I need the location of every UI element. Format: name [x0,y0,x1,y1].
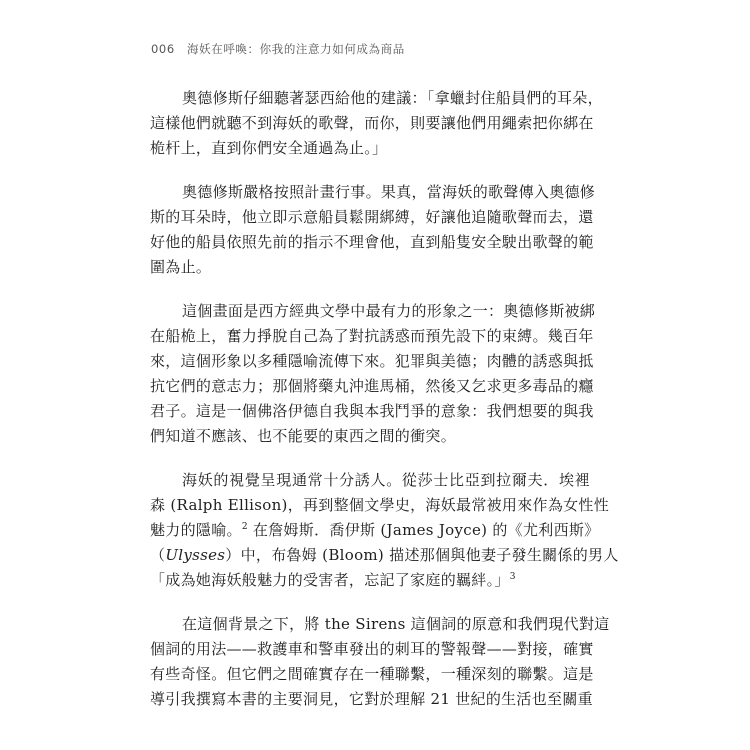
text-line: 圍為止。 [150,258,212,276]
text-line: 抗它們的意志力；那個將藥丸沖進馬桶，然後又乞求更多毒品的癮 [150,377,594,395]
text-line: 好他的船員依照先前的指示不理會他，直到船隻安全駛出歌聲的範 [150,233,594,251]
running-header [151,41,405,57]
text-line [150,518,600,543]
paragraph [150,86,603,161]
running-title: 海妖在呼喚：你我的注意力如何成為商品 [187,42,405,56]
paragraph [150,612,610,712]
footnote-marker: 2 [241,522,248,532]
text-line: 在船桅上，奮力掙脫自己為了對抗誘惑而預先設下的束縛。幾百年 [150,327,594,345]
text-line: 桅杆上，直到你們安全通過為止。」 [150,139,388,157]
text-line: 斯的耳朵時，他立即示意船員鬆開綁縛，好讓他追隨歌聲而去，還 [150,208,594,226]
text-segment: 在詹姆斯．喬伊斯 (James Joyce) 的《尤利西斯》 [247,521,600,539]
paragraph [150,468,619,593]
text-line: 海妖的視覺呈現通常十分誘人。從莎士比亞到拉爾夫．埃裡 [182,471,590,489]
text-line [150,568,590,593]
text-line: 這樣他們就聽不到海妖的歌聲，而你，則要讓他們用繩索把你綁在 [150,114,594,132]
text-line: 個詞的用法——救護車和警車發出的刺耳的警報聲——對接，確實 [150,640,594,658]
footnote-marker: 3 [509,572,516,582]
text-line: 來，這個形象以多種隱喻流傳下來。犯罪與美德；肉體的誘惑與抵 [150,352,594,370]
text-line: 導引我撰寫本書的主要洞見，它對於理解 21 世紀的生活也至關重 [150,690,593,708]
text-line: 奧德修斯仔細聽著瑟西給他的建議：「拿蠟封住船員們的耳朵， [182,89,603,107]
text-segment: ）中，布魯姆 (Bloom) 描述那個與他妻子發生關係的男人 [225,546,619,564]
text-line: 在這個背景之下，將 the Sirens 這個詞的原意和我們現代對這 [182,615,610,633]
text-line: 這個畫面是西方經典文學中最有力的形象之一：奧德修斯被綁 [182,302,596,320]
text-line [150,543,619,568]
paragraph [150,299,596,449]
paragraph [150,180,596,280]
book-title-italic: Ulysses [165,546,226,564]
page-number: 006 [151,42,175,56]
text-segment: 魅力的隱喻。 [150,521,242,539]
text-line: 君子。這是一個佛洛伊德自我與本我鬥爭的意象：我們想要的與我 [150,402,594,420]
body-text [150,86,619,731]
text-segment: （ [150,546,166,564]
text-line: 們知道不應該、也不能要的東西之間的衝突。 [150,427,457,445]
text-segment: 「成為她海妖般魅力的受害者，忘記了家庭的羈絆。」 [150,571,510,589]
text-line: 森 (Ralph Ellison)，再到整個文學史，海妖最常被用來作為女性性 [150,496,610,514]
text-line: 奧德修斯嚴格按照計畫行事。果真，當海妖的歌聲傳入奧德修 [182,183,596,201]
text-line: 有些奇怪。但它們之間確實存在一種聯繫，一種深刻的聯繫。這是 [150,665,594,683]
